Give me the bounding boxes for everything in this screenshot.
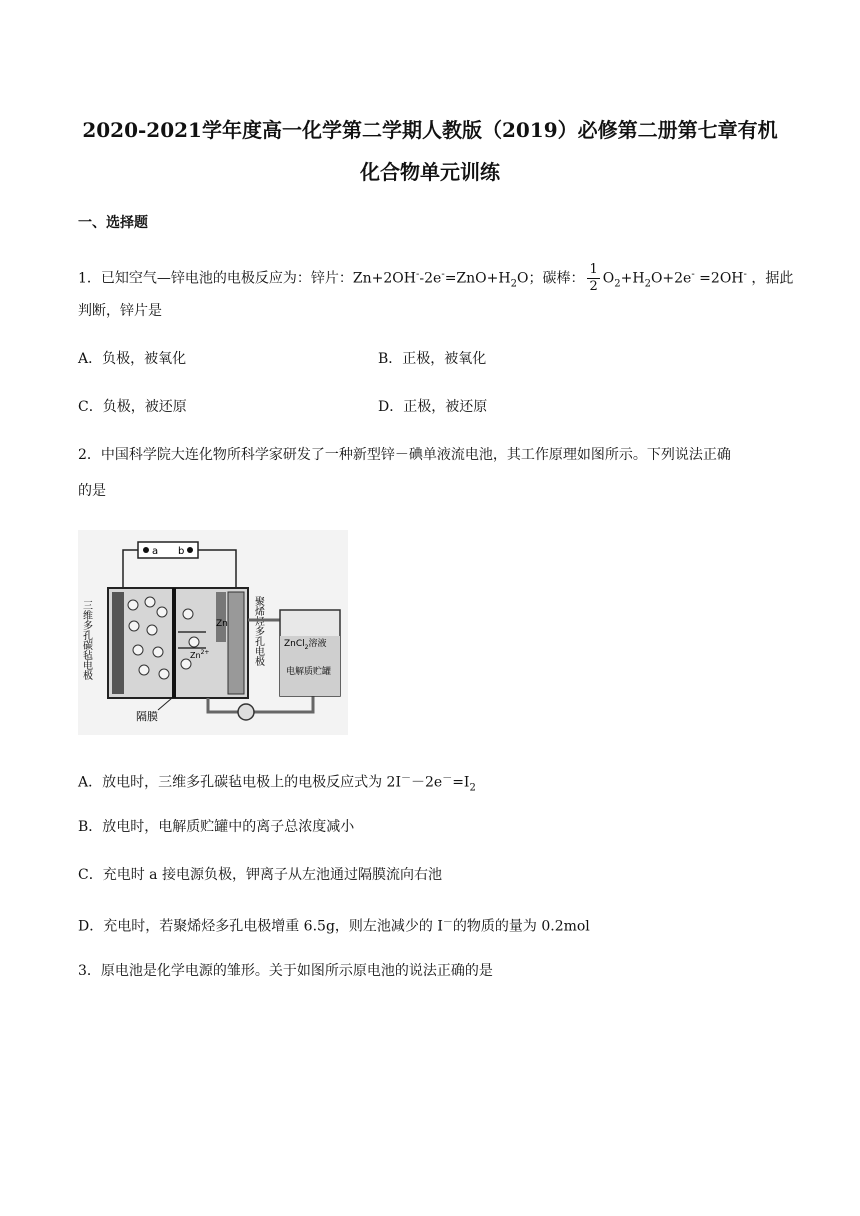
fraction-denominator: 2 (589, 279, 598, 294)
q1-text: O；碳棒： (516, 270, 585, 287)
half-fraction (587, 262, 599, 295)
right-electrode-label: 聚烯烃多孔电极 (252, 596, 264, 666)
question-1-stem (78, 262, 793, 295)
q1-option-a[interactable]: A．负极，被氧化 (78, 351, 187, 367)
q2-a-sup: － (442, 773, 453, 784)
tank-label: 电解质贮罐 (286, 667, 332, 677)
q1-text: ，据此 (746, 270, 794, 287)
pump-icon (238, 704, 254, 720)
q1-text: O (602, 270, 615, 287)
q2-a-text: =I (452, 774, 470, 791)
q1-text: +H (620, 270, 645, 287)
q2-a-sup: － (401, 773, 411, 784)
membrane (172, 588, 176, 698)
section-heading: 一、选择题 (78, 215, 148, 231)
q2-option-c[interactable]: C．充电时 a 接电源负极，钾离子从左池通过隔膜流向右池 (78, 867, 442, 883)
zn-ion-label: $Zn^{2+}$ (190, 649, 210, 660)
q1-option-c[interactable]: C．负极，被还原 (78, 399, 187, 415)
q2-option-a[interactable] (78, 768, 476, 799)
right-electrode-plate (228, 592, 244, 694)
zncl2-solution-label: ZnCl$_2$溶液 (284, 639, 327, 651)
q1-sub: 2 (644, 278, 651, 290)
question-3-stem: 3．原电池是化学电源的雏形。关于如图所示原电池的说法正确的是 (78, 963, 493, 979)
document-title-line-1: 2020-2021学年度高一化学第二学期人教版（2019）必修第二册第七章有机 (82, 118, 778, 142)
q2-a-sub: 2 (469, 782, 476, 794)
membrane-label: 隔膜 (136, 710, 158, 723)
q2-option-b[interactable]: B．放电时，电解质贮罐中的离子总浓度减小 (78, 819, 355, 835)
q1-sub: 2 (510, 278, 517, 290)
fraction-numerator: 1 (589, 262, 598, 277)
q1-text: -2e (419, 270, 442, 287)
q1-sup: - (415, 268, 420, 280)
q1-text: O+2e (650, 270, 692, 287)
q2-d-text: D．充电时，若聚烯烃多孔电极增重 6.5g，则左池减少的 I (78, 918, 443, 935)
zinc-layer (216, 592, 226, 642)
q1-text: =2OH (694, 270, 744, 287)
q2-a-text: A．放电时，三维多孔碳毡电极上的电极反应式为 2I (78, 774, 401, 791)
q1-option-d[interactable]: D．正极，被还原 (378, 399, 488, 415)
q1-sup: - (691, 268, 695, 280)
battery-diagram (78, 530, 348, 735)
q1-text: =ZnO+H (444, 270, 511, 287)
question-2-stem: 2．中国科学院大连化物所科学家研发了一种新型锌－碘单液流电池，其工作原理如图所示。下列说法正确 (78, 447, 731, 463)
q1-text: 1．已知空气—锌电池的电极反应为：锌片：Zn+2OH (78, 270, 416, 287)
q1-sup: - (441, 268, 445, 280)
q2-option-d[interactable] (78, 912, 590, 938)
left-electrode-label: 三维多孔碳毡电极 (80, 600, 92, 680)
terminal-a-label: a (152, 546, 159, 557)
question-1-stem-line-2: 判断，锌片是 (78, 303, 162, 319)
q2-a-text: －2e (411, 774, 443, 791)
question-2-stem-line-2: 的是 (78, 483, 106, 499)
q2-d-sup: － (442, 917, 453, 928)
q1-option-b[interactable]: B．正极，被氧化 (378, 351, 487, 367)
q2-d-text: 的物质的量为 0.2mol (452, 918, 590, 935)
q1-sup: - (743, 268, 747, 280)
zn-label: Zn (216, 619, 228, 629)
left-electrode-plate (112, 592, 124, 694)
document-title-line-2: 化合物单元训练 (360, 160, 500, 184)
q1-sub: 2 (614, 278, 621, 290)
terminal-b-label: b (178, 546, 185, 557)
